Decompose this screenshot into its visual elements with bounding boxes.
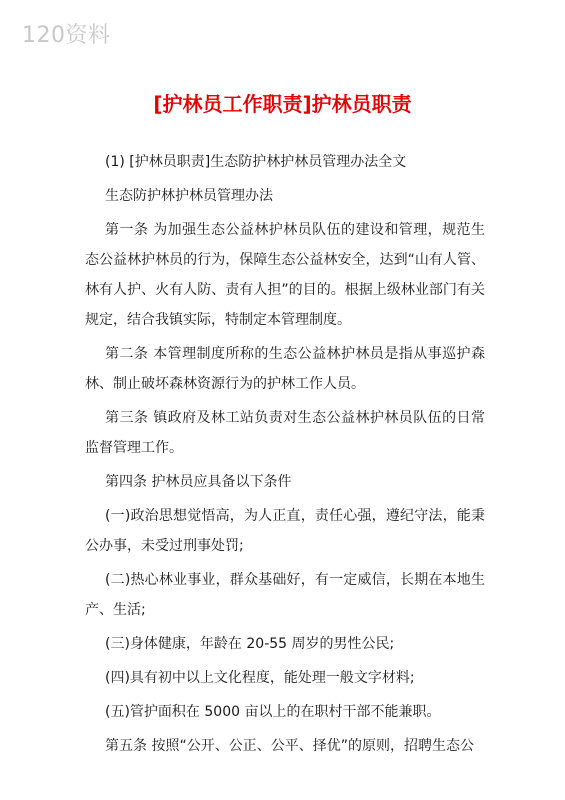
watermark-logo: 120资料 (22, 23, 111, 48)
document-title: [护林员工作职责]护林员职责 (153, 92, 412, 116)
paragraph-11: (五)管护面积在 5000 亩以上的在职村干部不能兼职。 (105, 704, 441, 720)
paragraph-7: (一)政治思想觉悟高，为人正直，责任心强，遵纪守法，能秉公办事，未受过刑事处罚; (85, 508, 485, 554)
paragraph-5: 第三条 镇政府及林工站负责对生态公益林护林员队伍的日常监督管理工作。 (85, 410, 485, 456)
paragraph-9: (三)身体健康，年龄在 20-55 周岁的男性公民; (105, 636, 395, 652)
document-body (85, 147, 485, 765)
paragraph-12: 第五条 按照“公开、公正、公平、择优”的原则，招聘生态公 (105, 738, 474, 754)
paragraph-10: (四)具有初中以上文化程度，能处理一般文字材料; (105, 670, 415, 686)
paragraph-3: 第一条 为加强生态公益林护林员队伍的建设和管理，规范生态公益林护林员的行为，保障生态公益林安全，达到“山有人管、林有人护、火有人防、责有人担”的目的。根据上级林业部门有关规定，结合我镇实际，特制定本管理制度。 (85, 222, 485, 328)
paragraph-8: (二)热心林业事业，群众基础好，有一定威信，长期在本地生产、生活; (85, 572, 485, 618)
paragraph-2: 生态防护林护林员管理办法 (105, 188, 273, 204)
paragraph-6: 第四条 护林员应具备以下条件 (105, 474, 292, 490)
paragraph-4: 第二条 本管理制度所称的生态公益林护林员是指从事巡护森林、制止破坏森林资源行为的护林工作人员。 (85, 346, 485, 392)
paragraph-1: (1) [护林员职责]生态防护林护林员管理办法全文 (105, 154, 407, 170)
